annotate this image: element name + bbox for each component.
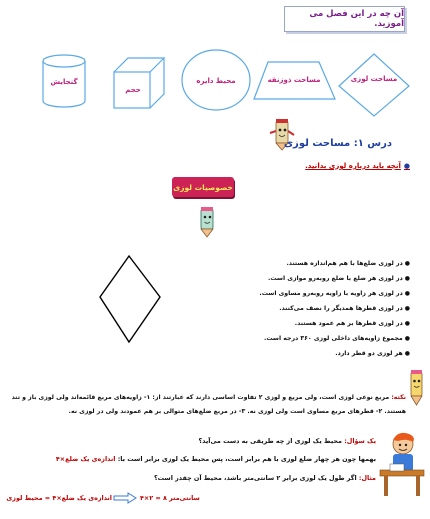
answer-row: بهمها چون هر چهار ضلع لوزی با هم برابر است، پس محیط یک لوزی برابر است با: اندازه‌ی یک ضلع×۴	[55, 455, 376, 463]
example-label: مثال:	[358, 474, 376, 482]
perimeter-result: سانتی‌متر ۸ = ۲×۴	[140, 494, 200, 502]
note-line-1: نکته: مربع نوعی لوزی است، ولی مربع و لوزی ۲ تفاوت اساسی دارند که عبارتند از: ۱- زاویه‌های مربع قائمه‌اند ولی لوزی باز و تند	[11, 394, 406, 401]
question-row: یک سؤال: محیط یک لوزی از چه طریقی به دست می‌آید؟	[198, 437, 376, 445]
rhombus-icon	[339, 54, 409, 116]
shape-label-rhombus-area: مساحت لوزی	[350, 75, 398, 83]
pencil-mascot-icon	[406, 368, 428, 408]
student-desk-icon	[376, 430, 428, 498]
property-item: ●در لوزی هر زاویه با زاویه روبه‌رو مساوی است.	[259, 290, 410, 297]
note-label: نکته:	[391, 394, 406, 401]
shapes-row	[0, 0, 430, 130]
lesson-title: درس ۱: مساحت لوزی	[283, 138, 392, 149]
arrow-icon	[112, 492, 138, 504]
chapter-intro-title: آن چه در این فصل می آموزید.	[309, 9, 404, 29]
lesson-learn-line: ●آنچه باید درباره لوزی بدانید.	[305, 162, 410, 170]
perimeter-formula: اندازه‌ی یک ضلع×۴ = محیط لوزی	[6, 494, 112, 502]
shape-label-circle-circumference: محیط دایره	[196, 77, 236, 85]
cube-icon	[114, 58, 164, 108]
example-row: مثال: اگر طول یک لوزی برابر ۲ سانتی‌متر باشد، محیط آن چقدر است؟	[153, 474, 376, 482]
properties-badge: خصوصیات لوزی	[172, 177, 234, 197]
property-item: ●در لوزی قطرها همدیگر را نصف می‌کنند.	[279, 305, 410, 312]
property-item: ●در لوزی ضلع‌ها با هم هم‌اندازه هستند.	[286, 260, 410, 267]
pencil-mascot-icon	[196, 205, 218, 239]
question-label: یک سؤال:	[344, 437, 376, 445]
property-item: ●هر لوزی دو قطر دارد.	[335, 350, 410, 357]
property-item: ●در لوزی قطرها بر هم عمود هستند.	[294, 320, 410, 327]
property-item: ●در لوزی هر ضلع با ضلع روبه‌رو موازی است.	[268, 275, 410, 282]
note-line-2: هستند. ۲- قطرهای مربع مساوی است ولی لوزی نه. ۳- در مربع ضلع‌های متوالی بر هم عمودند ولی در لوزی نه.	[68, 408, 406, 415]
shape-label-trapezoid-area: مساحت ذوزنقه	[267, 76, 321, 84]
shape-label-capacity: گنجایش	[50, 78, 78, 86]
bullet-icon: ●	[403, 162, 410, 170]
property-item: ●مجموع زاویه‌های داخلی لوزی ۳۶۰ درجه است.	[264, 335, 410, 342]
rhombus-diagram	[98, 254, 164, 346]
answer-formula: اندازه‌ی یک ضلع×۴	[55, 455, 116, 463]
shape-label-volume: حجم	[125, 86, 141, 94]
